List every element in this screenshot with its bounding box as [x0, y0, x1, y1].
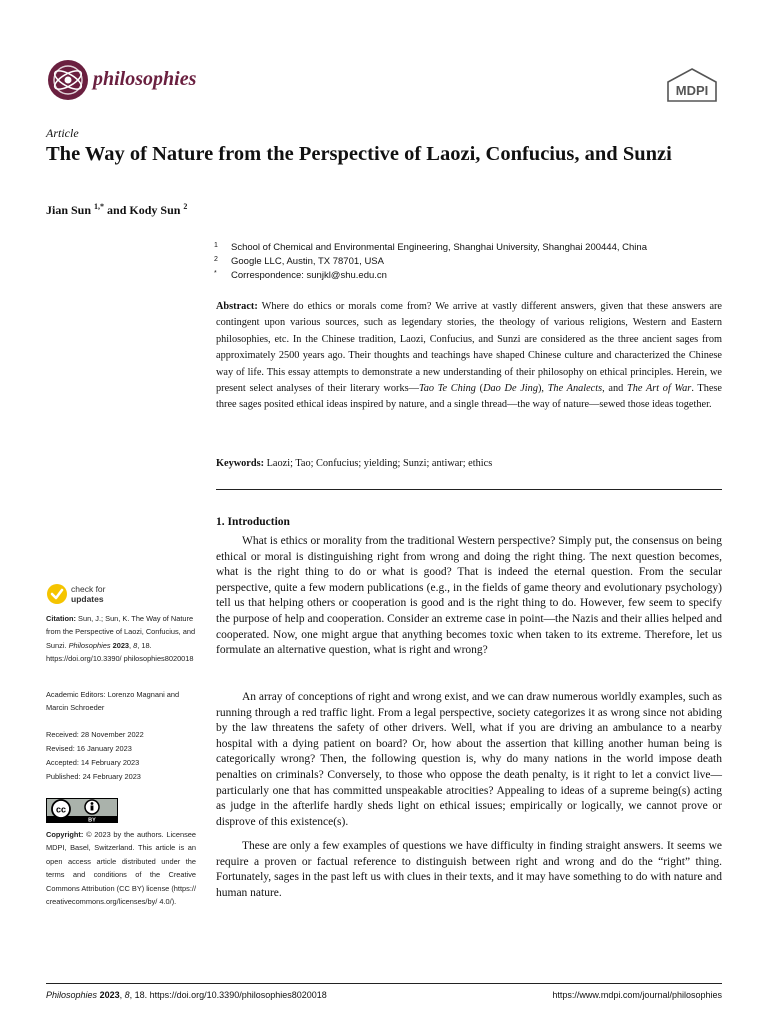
footer-volume: 8: [124, 990, 130, 1000]
abstract-label: Abstract:: [216, 301, 258, 312]
svg-text:BY: BY: [88, 817, 96, 823]
footer-citation: Philosophies 2023, 8, 18. https://doi.org/10.3390/philosophies8020018: [46, 990, 327, 1000]
keywords-text: Laozi; Tao; Confucius; yielding; Sunzi; antiwar; ethics: [266, 458, 493, 469]
copyright-text: © 2023 by the authors. Licensee MDPI, Basel, Switzerland. This article is an open access article distributed under the terms and conditions of the Creative Commons Attribution (CC BY) license (https:// creativecommons.org/licenses/by/ 4.0/).: [46, 830, 196, 907]
author-separator: and: [104, 203, 130, 217]
footer-year: 2023: [99, 990, 120, 1000]
check-line: updates: [71, 594, 104, 604]
citation: Citation: Sun, J.; Sun, K. The Way of Nature from the Perspective of Laozi, Confucius, and Sunzi. Philosophies 2023, 8, 18. https://doi.org/10.3390/ philosophies8020018: [46, 614, 196, 664]
date-received: Received: 28 November 2022: [46, 730, 144, 739]
check-for-updates-button[interactable]: [46, 583, 126, 609]
author-superscript: 2: [183, 202, 188, 211]
citation-journal: Philosophies: [68, 640, 111, 650]
affiliation: [214, 242, 647, 253]
footer-journal: Philosophies: [46, 990, 98, 1000]
citation-volume: 8: [133, 640, 138, 650]
svg-text:MDPI: MDPI: [675, 83, 709, 98]
affiliation-mark: *: [214, 270, 217, 277]
keywords-label: Keywords:: [216, 458, 265, 469]
citation-year: 2023: [112, 640, 130, 650]
footer-divider: [46, 983, 722, 984]
author-superscript: 1,*: [94, 202, 105, 211]
journal-name: philosophies: [93, 68, 197, 90]
body-paragraph: [216, 534, 722, 659]
footer-doi-link[interactable]: , 18. https://doi.org/10.3390/philosophies8020018: [129, 990, 327, 1000]
citation-doi-link[interactable]: , 18. https://doi.org/10.3390/ philosophies8020018: [46, 640, 194, 664]
work-title: Dao De Jing: [483, 383, 538, 395]
copyright-notice: [46, 828, 196, 908]
check-line: check for: [71, 584, 106, 594]
work-title: The Analects: [547, 383, 603, 395]
abstract: [216, 299, 722, 414]
check-updates-icon: [46, 583, 68, 605]
abstract-text: ),: [537, 383, 548, 395]
journal-logo-icon: [46, 58, 90, 102]
paragraph-text: An array of conceptions of right and wrong exist, and we can draw numerous worldly examples, such as running through a red traffic light. From a legal perspective, society categorizes it as wrong since not abiding by the law threatens the safety of other drivers. Well, what if you are driving an ambulance to a nearby hospital with a dying patient on board? Or, how about the assertion that killing another human being is categorically wrong? Then, the following question is, why do many nations in the world impose death penalties on criminals? Conversely, to those who oppose the death penalty, is it right to let a convict live—particularly one that has committed unspeakable atrocities? Appealing to ideas of a supreme being(s) acting as judge in the afterlife hardly sheds light on ethical issues; empirically or logically, we cannot prove or disprove of this existence(s).: [216, 691, 722, 828]
keywords: [216, 458, 722, 469]
citation-label: Citation:: [46, 614, 76, 623]
citation-text: Sun, J.; Sun, K. The Way of Nature from the Perspective of Laozi, Confucius, and Sunzi.: [46, 614, 196, 650]
abstract-text: . These three sages posited ethical ideas inspired by nature, and a single thread—the way of nature—sewed those ideas together.: [216, 383, 722, 411]
divider: [216, 489, 722, 490]
affiliation: [214, 256, 384, 267]
correspondence: [214, 270, 387, 281]
correspondence-text[interactable]: Correspondence: sunjkl@shu.edu.cn: [231, 270, 387, 281]
work-title: Tao Te Ching: [418, 383, 476, 395]
paragraph-text: These are only a few examples of questions we have difficulty in finding straight answers. It seems we require a proven or factual reference to distinguish between right and wrong and do the “right” thing. Fortunately, sages in the past left us with clues in their texts, and it may have something to do with nature and human nature.: [216, 840, 722, 899]
academic-editors: Academic Editors: Lorenzo Magnani and Marcin Schroeder: [46, 690, 180, 713]
article-type: Article: [46, 126, 79, 140]
abstract-text: , and: [602, 383, 627, 395]
affiliation-mark: 1: [214, 242, 218, 249]
check-updates-label: [71, 584, 106, 604]
date-accepted: Accepted: 14 February 2023: [46, 758, 140, 767]
paragraph-text: What is ethics or morality from the traditional Western perspective? Simply put, the consensus on being ethical or moral is distinguishing right from wrong and doing the right thing. The next question becomes, what is the right thing to do or what is good? That is indeed the eternal question. From the secular perspective, quite a few modern publications (e.g., in the fields of game theory and evolutionary psychology) tell us that helping others or cooperation is good and is the right thing to do. However, few seem to specify the purpose of help and cooperation. Consider an extreme case in point—the Nazis and their allies helped and cooperated. Now, one might argue that anything becomes toxic when taken to its extreme. Therefore, let us formulate an alternative question, what is right and wrong?: [216, 535, 722, 657]
affiliation-text: School of Chemical and Environmental Engineering, Shanghai University, Shanghai 200444, China: [231, 242, 647, 253]
article-title: The Way of Nature from the Perspective of Laozi, Confucius, and Sunzi: [46, 143, 672, 165]
author-name[interactable]: Kody Sun: [129, 203, 181, 217]
abstract-text: (: [475, 383, 484, 395]
author-list: [46, 202, 187, 218]
body-paragraph: [216, 690, 722, 830]
author-name[interactable]: Jian Sun: [46, 203, 92, 217]
journal-url-link[interactable]: https://www.mdpi.com/journal/philosophies: [552, 990, 722, 1000]
affiliation-mark: 2: [214, 256, 218, 263]
date-published: Published: 24 February 2023: [46, 772, 141, 781]
work-title: The Art of War: [626, 383, 692, 395]
date-revised: Revised: 16 January 2023: [46, 744, 132, 753]
body-paragraph: [216, 839, 722, 901]
section-heading: 1. Introduction: [216, 516, 290, 528]
copyright-label: Copyright:: [46, 830, 84, 839]
cc-by-license-icon[interactable]: [46, 798, 118, 823]
abstract-text: Where do ethics or morals come from? We arrive at vastly different answers, given that these answers are contingent upon various sources, such as legendary stories, the theology of various religions, Western and Eastern philosophies, etc. In the Chinese tradition, Laozi, Confucius, and Sunzi are considered as the three ancient sages from approximately 2500 years ago. Their thoughts and teachings have shaped Chinese culture and characterized the Chinese way of life. This essay attempts to demonstrate a new understanding of their philosophy on ethical principles. Herein, we present select analyses of their literary works—: [216, 301, 723, 395]
svg-text:cc: cc: [55, 804, 67, 815]
mdpi-logo-icon: [666, 68, 718, 102]
affiliation-text: Google LLC, Austin, TX 78701, USA: [231, 256, 384, 267]
